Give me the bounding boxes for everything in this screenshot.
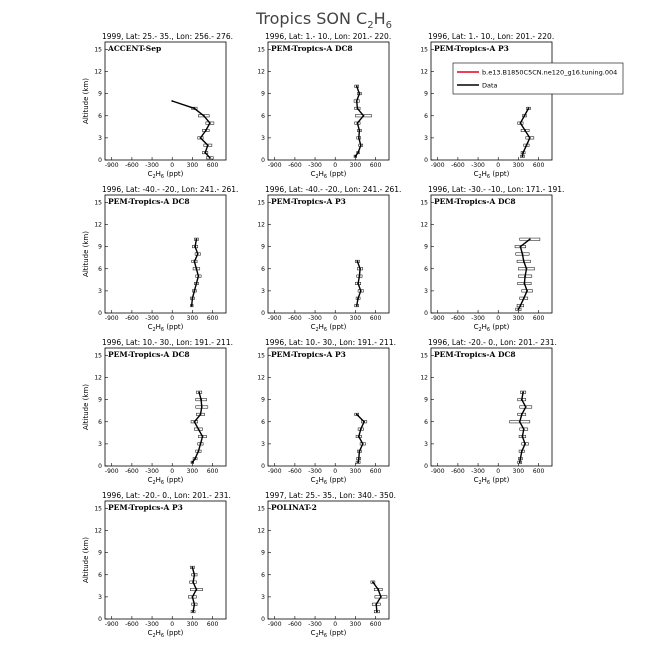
- x-tick-label: -600: [288, 315, 302, 322]
- panel-1: [82, 32, 233, 180]
- data-point: [529, 238, 531, 240]
- data-point: [357, 297, 359, 299]
- data-point: [201, 406, 203, 408]
- campaign-label: PEM-Tropics-A DC8: [434, 197, 516, 206]
- panel-grid: [82, 32, 564, 639]
- data-point: [191, 305, 193, 307]
- x-tick-label: 600: [206, 162, 219, 169]
- y-tick-label: 6: [424, 112, 428, 120]
- panel-8: [257, 338, 396, 486]
- data-point: [520, 458, 522, 460]
- y-tick-label: 15: [257, 352, 265, 360]
- x-tick-label: -900: [430, 162, 445, 169]
- panel-5: [257, 185, 401, 333]
- x-tick-label: -300: [308, 162, 322, 169]
- data-point: [356, 305, 358, 307]
- x-tick-label: -600: [125, 162, 139, 169]
- x-axis-label: $C_2H_6$ (ppt): [147, 629, 184, 639]
- x-tick-label: 0: [333, 315, 338, 322]
- panel-7: [82, 338, 233, 486]
- data-point: [198, 450, 200, 452]
- x-axis-label: $C_2H_6$ (ppt): [147, 323, 184, 333]
- y-tick-label: 6: [424, 418, 428, 426]
- x-tick-label: -600: [125, 468, 139, 475]
- plot-frame: [431, 195, 552, 313]
- data-point: [194, 458, 196, 460]
- y-tick-label: 12: [420, 68, 428, 76]
- y-tick-label: 6: [98, 418, 102, 426]
- data-point: [354, 155, 356, 157]
- data-point: [209, 122, 211, 124]
- y-tick-label: 12: [257, 527, 265, 535]
- x-tick-label: 300: [186, 468, 199, 475]
- data-point: [356, 100, 358, 102]
- y-tick-label: 9: [261, 396, 265, 404]
- data-point: [200, 399, 202, 401]
- y-tick-label: 12: [257, 221, 265, 229]
- legend-label: Data: [482, 81, 498, 90]
- data-point: [196, 268, 198, 270]
- x-tick-label: 0: [170, 315, 175, 322]
- y-tick-label: 0: [261, 463, 265, 470]
- x-tick-label: -300: [471, 468, 485, 475]
- x-tick-label: -300: [471, 162, 485, 169]
- data-point: [524, 130, 526, 132]
- data-point: [204, 152, 206, 154]
- y-tick-label: 3: [424, 134, 428, 142]
- plot-frame: [105, 195, 226, 313]
- data-point: [521, 399, 523, 401]
- y-tick-label: 0: [424, 310, 428, 317]
- x-axis-label: $C_2H_6$ (ppt): [147, 476, 184, 486]
- y-tick-label: 9: [98, 549, 102, 557]
- x-tick-label: -900: [104, 315, 119, 322]
- campaign-label: PEM-Tropics-A DC8: [434, 350, 516, 359]
- x-tick-label: -300: [145, 468, 159, 475]
- data-point: [519, 461, 521, 463]
- y-tick-label: 9: [261, 549, 265, 557]
- x-axis-label: $C_2H_6$ (ppt): [147, 170, 184, 180]
- data-point: [207, 144, 209, 146]
- y-tick-label: 12: [94, 527, 102, 535]
- plot-frame: [268, 348, 389, 466]
- x-tick-label: 300: [512, 468, 525, 475]
- data-point: [524, 275, 526, 277]
- y-tick-label: 12: [420, 221, 428, 229]
- x-tick-label: -300: [145, 162, 159, 169]
- x-tick-label: 600: [532, 162, 545, 169]
- data-point: [196, 283, 198, 285]
- y-tick-label: 0: [98, 616, 102, 623]
- campaign-label: PEM-Tropics-A DC8: [108, 197, 190, 206]
- data-point: [194, 421, 196, 423]
- x-tick-label: 300: [186, 315, 199, 322]
- data-point: [377, 589, 379, 591]
- data-point: [363, 115, 365, 117]
- x-axis-label: $C_2H_6$ (ppt): [310, 170, 347, 180]
- data-point: [194, 260, 196, 262]
- data-point: [526, 290, 528, 292]
- data-point: [522, 436, 524, 438]
- x-tick-label: -900: [267, 162, 282, 169]
- x-tick-label: 0: [496, 468, 501, 475]
- data-point: [209, 157, 211, 159]
- campaign-label: PEM-Tropics-A P3: [271, 197, 346, 206]
- data-point: [362, 443, 364, 445]
- data-point: [523, 260, 525, 262]
- x-tick-label: -600: [125, 315, 139, 322]
- panel-header: 1996, Lat: -40.- -20., Lon: 241.- 261.: [102, 185, 239, 194]
- panel-6: [420, 185, 564, 333]
- panel-9: [420, 338, 557, 486]
- x-tick-label: -300: [308, 315, 322, 322]
- y-axis-label: Altitude (km): [82, 537, 90, 583]
- y-tick-label: 9: [98, 396, 102, 404]
- data-point: [359, 268, 361, 270]
- x-tick-label: 300: [512, 162, 525, 169]
- plot-frame: [268, 42, 389, 160]
- campaign-label: ACCENT-Sep: [108, 44, 162, 53]
- panel-header: 1996, Lat: -40.- -20., Lon: 241.- 261.: [265, 185, 402, 194]
- x-tick-label: 0: [170, 468, 175, 475]
- x-tick-label: 300: [186, 621, 199, 628]
- data-point: [524, 115, 526, 117]
- y-tick-label: 12: [94, 221, 102, 229]
- data-point: [198, 275, 200, 277]
- data-point: [356, 85, 358, 87]
- data-point: [521, 413, 523, 415]
- data-point: [358, 458, 360, 460]
- data-point: [525, 406, 527, 408]
- data-point: [194, 246, 196, 248]
- x-tick-label: 600: [206, 621, 219, 628]
- y-tick-label: 9: [424, 396, 428, 404]
- data-point: [523, 297, 525, 299]
- data-point: [375, 603, 377, 605]
- x-tick-label: 600: [369, 162, 382, 169]
- data-point: [529, 137, 531, 139]
- panel-11: [257, 491, 396, 639]
- plot-frame: [105, 501, 226, 619]
- x-tick-label: -300: [308, 468, 322, 475]
- data-point: [520, 246, 522, 248]
- y-tick-label: 9: [98, 243, 102, 251]
- y-tick-label: 15: [94, 505, 102, 513]
- x-tick-label: 300: [186, 162, 199, 169]
- y-tick-label: 9: [261, 243, 265, 251]
- plot-frame: [105, 42, 226, 160]
- panel-header: 1996, Lat: 1.- 10., Lon: 201.- 220.: [428, 32, 555, 41]
- x-tick-label: 300: [349, 162, 362, 169]
- y-tick-label: 0: [424, 463, 428, 470]
- y-tick-label: 12: [94, 374, 102, 382]
- data-point: [202, 436, 204, 438]
- panel-header: 1996, Lat: 1.- 10., Lon: 201.- 220.: [265, 32, 392, 41]
- y-tick-label: 6: [98, 265, 102, 273]
- data-point: [191, 461, 193, 463]
- campaign-label: PEM-Tropics-A DC8: [271, 44, 353, 53]
- data-point: [524, 283, 526, 285]
- data-point: [357, 260, 359, 262]
- plot-frame: [268, 501, 389, 619]
- data-point: [360, 290, 362, 292]
- y-tick-label: 15: [94, 46, 102, 54]
- y-tick-label: 15: [94, 199, 102, 207]
- x-tick-label: 600: [532, 468, 545, 475]
- y-tick-label: 0: [261, 616, 265, 623]
- y-axis-label: Altitude (km): [82, 231, 90, 277]
- y-tick-label: 0: [98, 463, 102, 470]
- x-tick-label: -900: [267, 315, 282, 322]
- y-tick-label: 0: [424, 157, 428, 164]
- data-point: [192, 611, 194, 613]
- data-point: [359, 275, 361, 277]
- y-tick-label: 6: [261, 418, 265, 426]
- data-point: [200, 137, 202, 139]
- x-tick-label: -300: [471, 315, 485, 322]
- x-tick-label: 300: [349, 621, 362, 628]
- data-point: [194, 290, 196, 292]
- x-axis-label: $C_2H_6$ (ppt): [310, 476, 347, 486]
- data-point: [197, 253, 199, 255]
- x-tick-label: 0: [496, 162, 501, 169]
- y-tick-label: 9: [261, 90, 265, 98]
- y-tick-label: 15: [257, 199, 265, 207]
- data-point: [380, 596, 382, 598]
- data-point: [522, 391, 524, 393]
- panel-header: 1996, Lat: 10.- 30., Lon: 191.- 211.: [102, 338, 233, 347]
- y-tick-label: 15: [257, 505, 265, 513]
- figure-title: Tropics SON $C_2H_6$: [255, 9, 393, 31]
- data-point: [376, 611, 378, 613]
- y-tick-label: 3: [98, 593, 102, 601]
- data-point: [359, 130, 361, 132]
- data-point: [358, 137, 360, 139]
- data-point: [191, 297, 193, 299]
- data-point: [196, 589, 198, 591]
- data-point: [517, 308, 519, 310]
- y-tick-label: 9: [424, 243, 428, 251]
- panel-3: [420, 32, 554, 180]
- x-tick-label: -600: [288, 162, 302, 169]
- x-tick-label: 0: [170, 621, 175, 628]
- data-point: [524, 443, 526, 445]
- x-tick-label: 300: [512, 315, 525, 322]
- x-tick-label: -600: [288, 468, 302, 475]
- y-axis-label: Altitude (km): [82, 78, 90, 124]
- plot-frame: [431, 348, 552, 466]
- y-tick-label: 3: [98, 134, 102, 142]
- data-point: [526, 144, 528, 146]
- campaign-label: PEM-Tropics-A DC8: [108, 350, 190, 359]
- y-tick-label: 15: [420, 46, 428, 54]
- y-tick-label: 15: [94, 352, 102, 360]
- x-tick-label: 600: [369, 315, 382, 322]
- x-tick-label: 600: [206, 468, 219, 475]
- data-point: [191, 596, 193, 598]
- data-point: [192, 581, 194, 583]
- data-point: [205, 130, 207, 132]
- y-tick-label: 6: [261, 571, 265, 579]
- data-point: [196, 238, 198, 240]
- x-tick-label: -900: [104, 621, 119, 628]
- x-tick-label: 600: [369, 468, 382, 475]
- y-tick-label: 3: [261, 593, 265, 601]
- data-point: [200, 443, 202, 445]
- panel-header: 1996, Lat: 10.- 30., Lon: 191.- 211.: [265, 338, 396, 347]
- y-tick-label: 9: [424, 90, 428, 98]
- y-tick-label: 0: [98, 310, 102, 317]
- x-tick-label: 0: [170, 162, 175, 169]
- data-point: [359, 450, 361, 452]
- panel-4: [82, 185, 238, 333]
- y-tick-label: 6: [261, 265, 265, 273]
- x-tick-label: 300: [349, 468, 362, 475]
- x-axis-label: $C_2H_6$ (ppt): [310, 323, 347, 333]
- y-tick-label: 3: [98, 440, 102, 448]
- y-tick-label: 3: [261, 134, 265, 142]
- y-tick-label: 12: [420, 374, 428, 382]
- y-tick-label: 6: [98, 571, 102, 579]
- y-tick-label: 15: [257, 46, 265, 54]
- x-tick-label: -300: [145, 315, 159, 322]
- panel-header: 1997, Lat: 25.- 35., Lon: 340.- 350.: [265, 491, 396, 500]
- data-point: [198, 428, 200, 430]
- x-tick-label: -600: [451, 162, 465, 169]
- y-tick-label: 6: [424, 265, 428, 273]
- campaign-label: PEM-Tropics-A P3: [434, 44, 509, 53]
- y-axis-label: Altitude (km): [82, 384, 90, 430]
- data-point: [357, 461, 359, 463]
- x-tick-label: 600: [206, 315, 219, 322]
- x-tick-label: -300: [145, 621, 159, 628]
- x-tick-label: 0: [496, 315, 501, 322]
- data-point: [357, 122, 359, 124]
- panel-header: 1996, Lat: -20.- 0., Lon: 201.- 231.: [428, 338, 557, 347]
- y-tick-label: 6: [98, 112, 102, 120]
- x-tick-label: 600: [369, 621, 382, 628]
- y-tick-label: 12: [94, 68, 102, 76]
- data-point: [356, 413, 358, 415]
- y-tick-label: 0: [261, 157, 265, 164]
- x-tick-label: -600: [451, 468, 465, 475]
- data-point: [528, 107, 530, 109]
- y-tick-label: 3: [424, 440, 428, 448]
- panel-header: 1999, Lat: 25.- 35., Lon: 256.- 276.: [102, 32, 233, 41]
- x-axis-label: $C_2H_6$ (ppt): [473, 323, 510, 333]
- panel-10: [82, 491, 231, 639]
- x-axis-label: $C_2H_6$ (ppt): [310, 629, 347, 639]
- y-tick-label: 0: [98, 157, 102, 164]
- data-point: [198, 391, 200, 393]
- data-point: [171, 100, 173, 102]
- x-axis-label: $C_2H_6$ (ppt): [473, 170, 510, 180]
- y-tick-label: 6: [261, 112, 265, 120]
- data-point: [519, 421, 521, 423]
- x-tick-label: -900: [267, 621, 282, 628]
- y-tick-label: 12: [257, 374, 265, 382]
- panel-header: 1996, Lat: -20.- 0., Lon: 201.- 231.: [102, 491, 231, 500]
- y-tick-label: 15: [420, 352, 428, 360]
- data-point: [200, 413, 202, 415]
- data-point: [194, 107, 196, 109]
- data-point: [523, 428, 525, 430]
- campaign-label: PEM-Tropics-A P3: [108, 503, 183, 512]
- y-tick-label: 3: [261, 440, 265, 448]
- panel-header: 1996, Lat: -30.- -10., Lon: 171.- 191.: [428, 185, 565, 194]
- x-tick-label: -900: [104, 468, 119, 475]
- data-point: [360, 428, 362, 430]
- plot-frame: [268, 195, 389, 313]
- data-point: [520, 122, 522, 124]
- x-tick-label: -300: [308, 621, 322, 628]
- x-axis-label: $C_2H_6$ (ppt): [473, 476, 510, 486]
- x-tick-label: -600: [451, 315, 465, 322]
- data-point: [363, 421, 365, 423]
- y-tick-label: 3: [98, 287, 102, 295]
- data-point: [360, 144, 362, 146]
- y-tick-label: 9: [98, 90, 102, 98]
- data-point: [357, 152, 359, 154]
- legend: [453, 63, 623, 94]
- y-tick-label: 3: [261, 287, 265, 295]
- x-tick-label: -900: [267, 468, 282, 475]
- data-point: [203, 115, 205, 117]
- x-tick-label: -900: [104, 162, 119, 169]
- panel-2: [257, 32, 391, 180]
- data-point: [194, 574, 196, 576]
- data-point: [521, 450, 523, 452]
- data-point: [357, 107, 359, 109]
- x-tick-label: -600: [125, 621, 139, 628]
- data-point: [522, 155, 524, 157]
- data-profile-line: [192, 239, 199, 305]
- x-tick-label: -900: [430, 315, 445, 322]
- data-point: [358, 436, 360, 438]
- data-point: [522, 152, 524, 154]
- x-tick-label: -600: [288, 621, 302, 628]
- data-profile-line: [357, 414, 364, 462]
- data-point: [522, 253, 524, 255]
- data-point: [526, 268, 528, 270]
- data-point: [357, 283, 359, 285]
- data-point: [359, 93, 361, 95]
- plot-frame: [431, 42, 552, 160]
- data-point: [520, 305, 522, 307]
- x-tick-label: 0: [333, 162, 338, 169]
- campaign-label: PEM-Tropics-A P3: [271, 350, 346, 359]
- x-tick-label: 600: [532, 315, 545, 322]
- y-tick-label: 15: [420, 199, 428, 207]
- y-tick-label: 0: [261, 310, 265, 317]
- y-tick-label: 3: [424, 287, 428, 295]
- x-tick-label: 0: [333, 621, 338, 628]
- campaign-label: POLINAT-2: [271, 503, 317, 512]
- data-point: [372, 581, 374, 583]
- x-tick-label: 300: [349, 315, 362, 322]
- data-point: [194, 603, 196, 605]
- y-tick-label: 12: [257, 68, 265, 76]
- x-tick-label: 0: [333, 468, 338, 475]
- data-point: [191, 566, 193, 568]
- x-tick-label: -900: [430, 468, 445, 475]
- legend-label: b.e13.B1850C5CN.ne120_g16.tuning.004: [482, 68, 618, 77]
